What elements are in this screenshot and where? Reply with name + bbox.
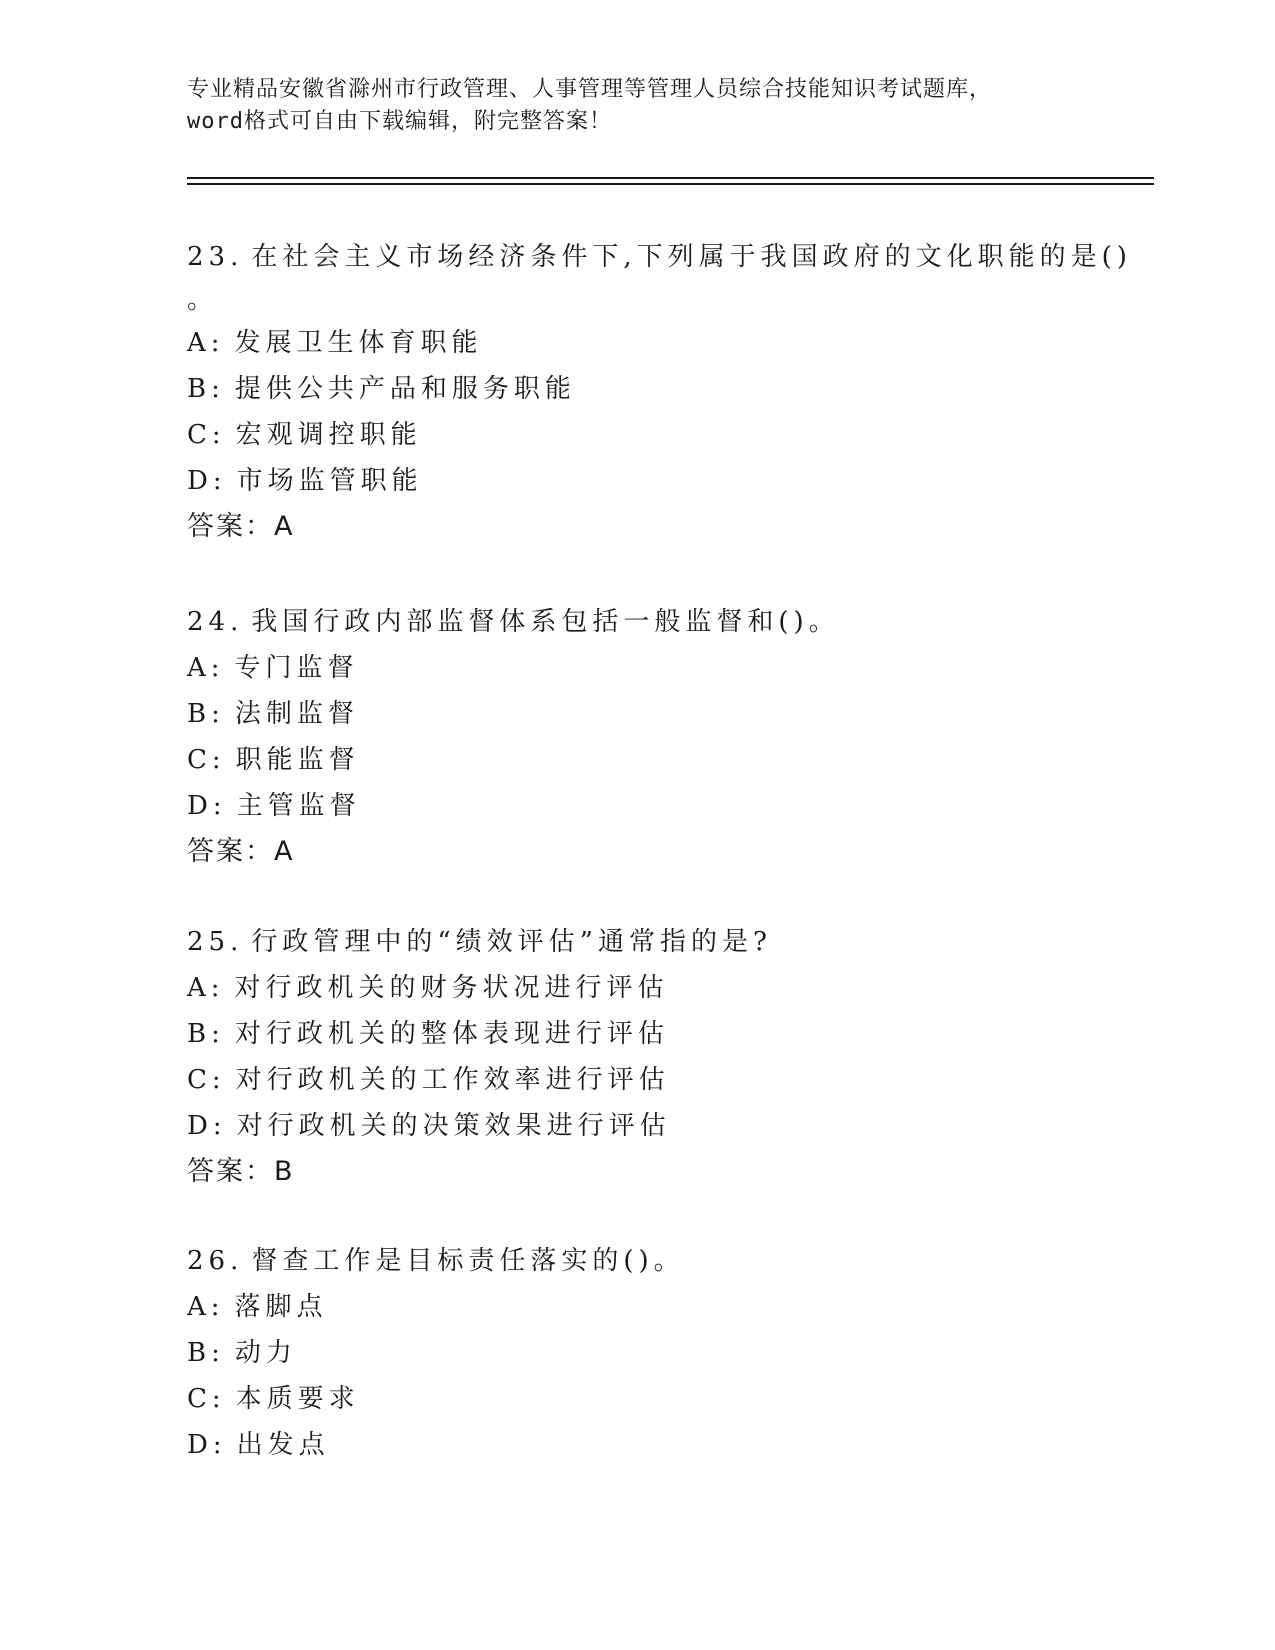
option-text: 法制监督	[234, 699, 359, 729]
header-line-1: 专业精品安徽省滁州市行政管理、人事管理等管理人员综合技能知识考试题库，	[187, 77, 993, 102]
option-b	[187, 1011, 1087, 1057]
option-text: 对行政机关的工作效率进行评估	[235, 1065, 670, 1095]
option-letter: A:	[187, 328, 225, 358]
option-letter: C:	[187, 1384, 226, 1414]
option-b	[187, 691, 1087, 737]
option-a	[187, 965, 1087, 1011]
option-text: 主管监督	[236, 791, 361, 821]
option-text: 专门监督	[234, 653, 359, 683]
option-letter: A:	[187, 973, 225, 1003]
option-text: 职能监督	[235, 745, 360, 775]
option-b	[187, 366, 1087, 412]
option-letter: C:	[187, 745, 226, 775]
option-d	[187, 1422, 1087, 1468]
question-stem	[187, 234, 1132, 280]
option-letter: A:	[187, 1292, 225, 1322]
question-text: 我国行政内部监督体系包括一般监督和()。	[251, 607, 840, 637]
question-24	[187, 599, 1087, 875]
option-c	[187, 412, 1087, 458]
question-stem	[187, 599, 1087, 645]
question-25	[187, 919, 1087, 1195]
option-c	[187, 1057, 1087, 1103]
option-c	[187, 737, 1087, 783]
question-text: 督查工作是目标责任落实的()。	[251, 1246, 685, 1276]
option-letter: C:	[187, 1065, 226, 1095]
option-letter: A:	[187, 653, 225, 683]
option-text: 发展卫生体育职能	[234, 328, 483, 358]
option-letter: B:	[187, 699, 225, 729]
option-letter: B:	[187, 1019, 225, 1049]
option-text: 本质要求	[235, 1384, 360, 1414]
question-text: 行政管理中的“绩效评估”通常指的是?	[251, 927, 772, 957]
option-text: 对行政机关的财务状况进行评估	[234, 973, 669, 1003]
question-stem	[187, 919, 1087, 965]
option-d	[187, 1103, 1087, 1149]
option-letter: D:	[187, 791, 227, 821]
question-26	[187, 1238, 1087, 1468]
option-d	[187, 458, 1087, 504]
option-text: 宏观调控职能	[235, 420, 422, 450]
question-number: 25.	[187, 927, 244, 957]
question-number: 23.	[187, 242, 244, 272]
question-23	[187, 234, 1132, 550]
option-text: 市场监管职能	[236, 466, 423, 496]
answer-line: 答案：A	[187, 511, 295, 542]
option-letter: D:	[187, 466, 227, 496]
option-text: 提供公共产品和服务职能	[234, 374, 576, 404]
header-divider-bottom	[187, 183, 1154, 185]
answer-line: 答案：A	[187, 836, 295, 867]
question-number: 24.	[187, 607, 244, 637]
option-d	[187, 783, 1087, 829]
option-text: 动力	[234, 1338, 297, 1368]
option-letter: B:	[187, 1338, 225, 1368]
header-divider-top	[187, 177, 1154, 179]
header-line-2: word格式可自由下载编辑，附完整答案！	[187, 109, 612, 134]
option-text: 出发点	[236, 1430, 330, 1460]
question-stem	[187, 1238, 1087, 1284]
document-header	[187, 74, 1087, 138]
option-letter: D:	[187, 1430, 227, 1460]
answer-line: 答案：B	[187, 1156, 295, 1187]
option-letter: D:	[187, 1111, 227, 1141]
option-text: 落脚点	[234, 1292, 328, 1322]
option-a	[187, 320, 1087, 366]
question-text: 在社会主义市场经济条件下,下列属于我国政府的文化职能的是()	[251, 242, 1132, 272]
option-text: 对行政机关的决策效果进行评估	[236, 1111, 671, 1141]
option-a	[187, 1284, 1087, 1330]
question-text-continuation: 。	[187, 285, 219, 315]
option-a	[187, 645, 1087, 691]
option-letter: B:	[187, 374, 225, 404]
question-number: 26.	[187, 1246, 244, 1276]
option-letter: C:	[187, 420, 226, 450]
option-c	[187, 1376, 1087, 1422]
option-b	[187, 1330, 1087, 1376]
option-text: 对行政机关的整体表现进行评估	[234, 1019, 669, 1049]
